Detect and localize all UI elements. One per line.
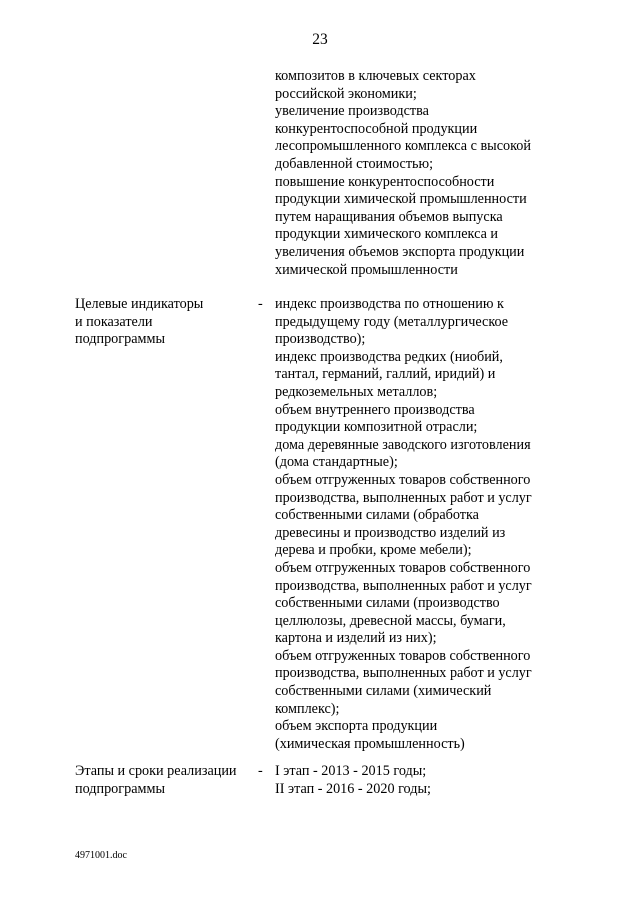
text-line: объем внутреннего производства xyxy=(275,401,475,418)
text-line: тантал, германий, галлий, иридий) и xyxy=(275,366,496,383)
label-line: и показатели xyxy=(75,313,153,330)
text-line: продукции химической промышленности xyxy=(275,191,527,208)
continuation-text xyxy=(275,68,595,279)
text-line: II этап - 2016 - 2020 годы; xyxy=(275,780,431,797)
text-line: индекс производства редких (ниобий, xyxy=(275,348,503,365)
text-line: объем экспорта продукции xyxy=(275,718,438,735)
text-line: объем отгруженных товаров собственного xyxy=(275,647,531,664)
text-line: древесины и производство изделий из xyxy=(275,524,506,541)
text-line: предыдущему году (металлургическое xyxy=(275,313,509,330)
text-line: конкурентоспособной продукции xyxy=(275,120,478,137)
stages-content xyxy=(275,763,595,798)
text-line: дерева и пробки, кроме мебели); xyxy=(275,542,472,559)
text-line: композитов в ключевых секторах xyxy=(275,68,476,84)
text-line: картона и изделий из них); xyxy=(275,630,437,647)
label-line: подпрограммы xyxy=(75,331,165,348)
text-line: увеличения объемов экспорта продукции xyxy=(275,243,525,260)
document-footer: 4971001.doc xyxy=(75,850,127,861)
text-line: лесопромышленного комплекса с высокой xyxy=(275,138,531,155)
text-line: редкоземельных металлов; xyxy=(275,383,438,400)
text-line: продукции химического комплекса и xyxy=(275,226,499,243)
text-line: добавленной стоимостью; xyxy=(275,155,434,172)
stages-dash: - xyxy=(258,763,263,779)
text-line: (дома стандартные); xyxy=(275,454,398,471)
text-line: собственными силами (производство xyxy=(275,595,500,612)
text-line: производство); xyxy=(275,331,366,348)
text-line: российской экономики; xyxy=(275,85,417,102)
text-line: производства, выполненных работ и услуг xyxy=(275,489,532,506)
indicators-content xyxy=(275,296,595,753)
text-line: производства, выполненных работ и услуг xyxy=(275,577,532,594)
text-line: собственными силами (химический xyxy=(275,683,492,700)
text-line: индекс производства по отношению к xyxy=(275,296,504,312)
text-line: повышение конкурентоспособности xyxy=(275,173,495,190)
text-line: комплекс); xyxy=(275,700,340,717)
text-line: химической промышленности xyxy=(275,261,458,278)
indicators-dash: - xyxy=(258,296,263,312)
text-line: производства, выполненных работ и услуг xyxy=(275,665,532,682)
page-number: 23 xyxy=(312,31,328,48)
text-line: собственными силами (обработка xyxy=(275,507,479,524)
text-line: целлюлозы, древесной массы, бумаги, xyxy=(275,612,506,629)
label-line: Этапы и сроки реализации xyxy=(75,763,237,779)
stages-label xyxy=(75,763,255,798)
text-line: путем наращивания объемов выпуска xyxy=(275,208,503,225)
text-line: объем отгруженных товаров собственного xyxy=(275,471,531,488)
label-line: Целевые индикаторы xyxy=(75,296,204,312)
text-line: продукции композитной отрасли; xyxy=(275,419,478,436)
text-line: дома деревянные заводского изготовления xyxy=(275,436,531,453)
text-line: объем отгруженных товаров собственного xyxy=(275,559,531,576)
text-line: увеличение производства xyxy=(275,103,429,120)
indicators-label xyxy=(75,296,255,349)
label-line: подпрограммы xyxy=(75,780,165,797)
text-line: I этап - 2013 - 2015 годы; xyxy=(275,763,427,779)
text-line: (химическая промышленность) xyxy=(275,735,465,752)
